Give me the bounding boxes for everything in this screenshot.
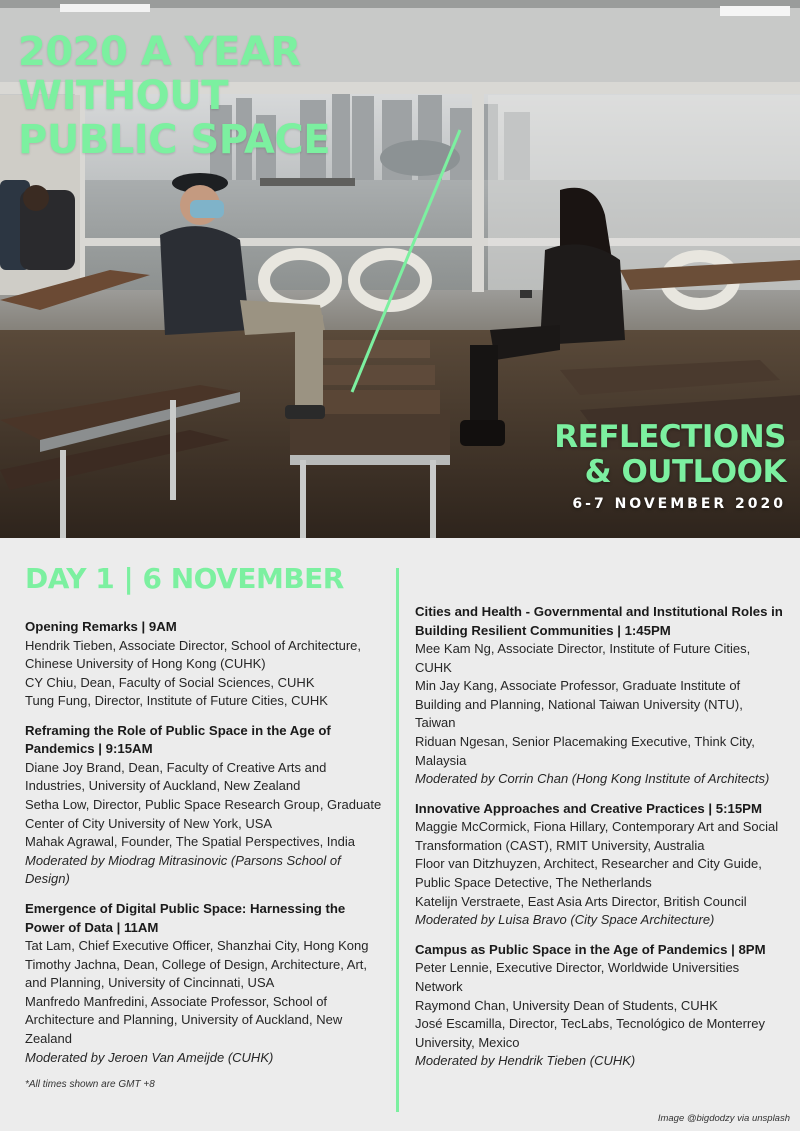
left-column (25, 618, 385, 1078)
session-cities-and-health (415, 603, 785, 789)
event-subtitle: REFLECTIONS & OUTLOOK (554, 419, 786, 490)
timezone-footnote: *All times shown are GMT +8 (25, 1079, 155, 1090)
session-title: Campus as Public Space in the Age of Pandemics | 8PM (415, 941, 766, 957)
speaker-line: CY Chiu, Dean, Faculty of Social Sciences, CUHK (25, 674, 315, 690)
image-credit: Image @bigdodzy via unsplash (657, 1113, 790, 1124)
session-digital-public-space (25, 900, 385, 1067)
speaker-line: Timothy Jachna, Dean, College of Design, Architecture, Art, and Planning, University of Cincinnati, USA (25, 956, 368, 991)
speaker-line: José Escamilla, Director, TecLabs, Tecnológico de Monterrey University, Mexico (415, 1016, 765, 1050)
column-divider (396, 568, 399, 1112)
speaker-line: Raymond Chan, University Dean of Students, CUHK (415, 997, 718, 1013)
session-title: Cities and Health - Governmental and Institutional Roles in Building Resilient Communities | 1:45PM (415, 604, 783, 638)
hero-image (0, 0, 800, 538)
speaker-line: Tat Lam, Chief Executive Officer, Shanzhai City, Hong Kong (25, 938, 369, 954)
distant-boat (260, 178, 355, 186)
speaker-line: Diane Joy Brand, Dean, Faculty of Creative Arts and Industries, University of Auckland, New Zealand (25, 759, 327, 794)
speaker-line: Peter Lennie, Executive Director, Worldwide Universities Network (415, 960, 740, 994)
speaker-line: Mahak Agrawal, Founder, The Spatial Perspectives, India (25, 834, 356, 850)
ceiling-light (60, 4, 150, 12)
speaker-line: Tung Fung, Director, Institute of Future Cities, CUHK (25, 693, 328, 709)
speaker-line: Min Jay Kang, Associate Professor, Graduate Institute of Building and Planning, National Taiwan University (NTU), Taiwan (415, 678, 743, 731)
speaker-line: Setha Low, Director, Public Space Research Group, Graduate Center of City University of New York, USA (25, 797, 382, 831)
event-title: 2020 A YEAR WITHOUT PUBLIC SPACE (18, 29, 331, 163)
speaker-line: Maggie McCormick, Fiona Hillary, Contemporary Art and Social Transformation (CAST), RMIT University, Australia (415, 819, 779, 853)
day-heading: DAY 1 | 6 NOVEMBER (25, 562, 344, 595)
session-reframing-public-space (25, 722, 385, 889)
ceiling-light (720, 6, 790, 16)
event-date: 6-7 NOVEMBER 2020 (572, 496, 786, 512)
moderator-line: Moderated by Miodrag Mitrasinovic (Parsons School of Design) (25, 852, 341, 887)
session-title: Innovative Approaches and Creative Practices | 5:15PM (415, 800, 762, 816)
moderator-line: Moderated by Corrin Chan (Hong Kong Institute of Architects) (415, 771, 770, 787)
session-title: Opening Remarks | 9AM (25, 619, 177, 634)
speaker-line: Katelijn Verstraete, East Asia Arts Director, British Council (415, 893, 747, 909)
session-title: Reframing the Role of Public Space in the Age of Pandemics | 9:15AM (25, 722, 331, 757)
speaker-line: Manfredo Manfredini, Associate Professor, School of Architecture and Planning, University of Auckland, New Zealand (25, 993, 343, 1046)
session-opening-remarks (25, 618, 385, 711)
speaker-line: Riduan Ngesan, Senior Placemaking Executive, Think City, Malaysia (415, 733, 755, 768)
speaker-line: Hendrik Tieben, Associate Director, School of Architecture, Chinese University of Hong Kong (CUHK) (25, 637, 362, 672)
speaker-line: Floor van Ditzhuyzen, Architect, Researcher and City Guide, Public Space Detective, The Netherlands (415, 856, 762, 891)
moderator-line: Moderated by Hendrik Tieben (CUHK) (415, 1053, 636, 1069)
moderator-line: Moderated by Jeroen Van Ameijde (CUHK) (25, 1049, 274, 1065)
session-campus-public-space (415, 941, 785, 1071)
session-title: Emergence of Digital Public Space: Harnessing the Power of Data | 11AM (25, 901, 346, 935)
right-column (415, 603, 785, 1082)
curtain (488, 95, 800, 290)
session-innovative-approaches (415, 800, 785, 930)
speaker-line: Mee Kam Ng, Associate Director, Institute of Future Cities, CUHK (415, 641, 751, 675)
moderator-line: Moderated by Luisa Bravo (City Space Architecture) (415, 912, 715, 928)
